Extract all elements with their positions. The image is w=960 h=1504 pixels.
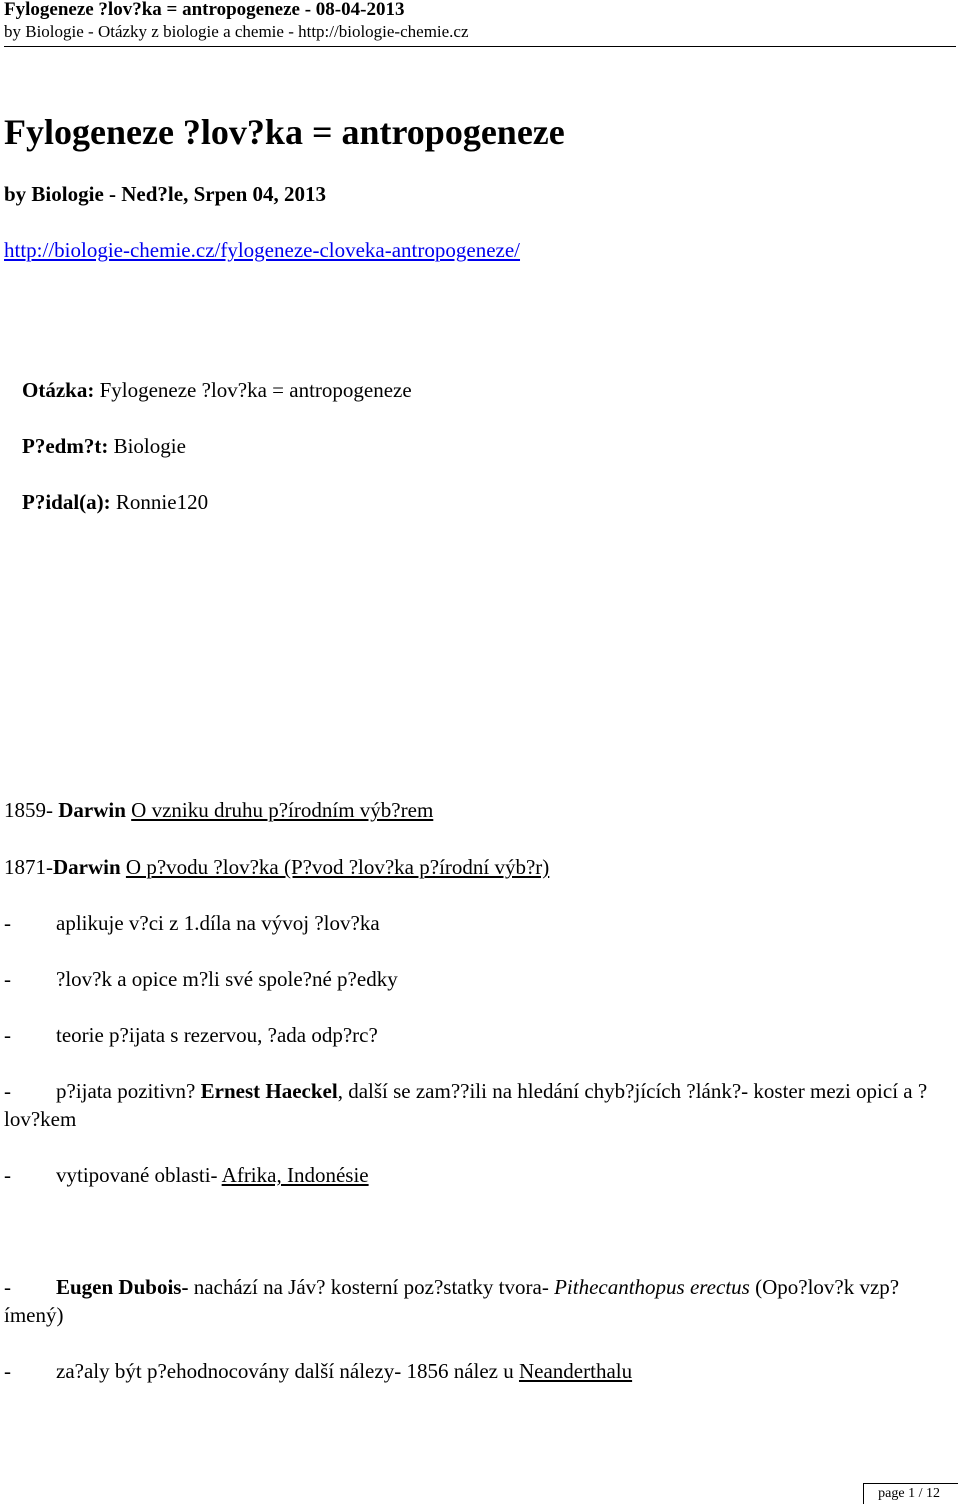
meta-subject <box>22 434 186 459</box>
link-o-vzniku-druhu[interactable]: O vzniku druhu p?írodním výb?rem <box>131 798 434 822</box>
name-haeckel: Ernest Haeckel <box>200 1079 338 1103</box>
list-item-text: nachází na Jáv? kosterní poz?statky tvora- <box>193 1275 549 1299</box>
list-item <box>4 1021 956 1049</box>
meta-subject-value: Biologie <box>113 434 186 458</box>
list-item-text-cont: , další se zam??ili na hledání chyb?jících ?lánk?- koster mezi opicí a ?lov?kem <box>4 1079 928 1131</box>
page-number: page 1 / 12 <box>878 1486 940 1501</box>
meta-author <box>22 490 208 515</box>
list-item <box>4 1077 956 1133</box>
paragraph-1859 <box>4 796 956 824</box>
header-divider <box>4 46 956 47</box>
meta-author-value: Ronnie120 <box>115 490 209 514</box>
year-1871: 1871- <box>4 855 53 879</box>
species-name: Pithecanthopus erectus <box>554 1275 750 1299</box>
list-item <box>4 1357 956 1385</box>
list-dash: - <box>4 1023 11 1047</box>
list-item <box>4 965 956 993</box>
list-dash: - <box>4 1079 11 1103</box>
meta-question-label: Otázka: <box>22 378 95 402</box>
name-darwin-1: Darwin <box>58 798 126 822</box>
meta-question-value: Fylogeneze ?lov?ka = antropogeneze <box>99 378 412 402</box>
list-item-text-cont: (Opo?lov?k vzp?ímený) <box>4 1275 900 1327</box>
list-dash: - <box>4 1163 11 1187</box>
link-o-puvodu-cloveka[interactable]: O p?vodu ?lov?ka (P?vod ?lov?ka p?írodní výb?r) <box>125 855 550 879</box>
name-darwin-2: Darwin <box>53 855 121 879</box>
list-item <box>4 909 956 937</box>
list-item-text: aplikuje v?ci z 1.díla na vývoj ?lov?ka <box>56 911 380 935</box>
meta-question <box>22 378 412 403</box>
list-item <box>4 1161 956 1189</box>
article-byline: by Biologie - Ned?le, Srpen 04, 2013 <box>4 182 327 206</box>
header-title: Fylogeneze ?lov?ka = antropogeneze - 08-04-2013 <box>4 0 405 20</box>
list-item-text: teorie p?ijata s rezervou, ?ada odp?rc? <box>56 1023 378 1047</box>
link-neanderthalu[interactable]: Neanderthalu <box>518 1359 633 1383</box>
list-dash: - <box>4 1275 11 1299</box>
year-1859: 1859- <box>4 798 53 822</box>
list-item-text: ?lov?k a opice m?li své spole?né p?edky <box>56 967 398 991</box>
link-afrika-indonesie[interactable]: Afrika, Indonésie <box>221 1163 369 1187</box>
article-permalink[interactable]: http://biologie-chemie.cz/fylogeneze-cloveka-antropogeneze/ <box>4 238 521 262</box>
list-dash: - <box>4 911 11 935</box>
paragraph-1871 <box>4 853 956 881</box>
list-item-text: vytipované oblasti- <box>56 1163 218 1187</box>
list-item-text: p?ijata pozitivn? <box>56 1079 196 1103</box>
meta-author-label: P?idal(a): <box>22 490 111 514</box>
meta-subject-label: P?edm?t: <box>22 434 109 458</box>
name-dubois: Eugen Dubois- <box>56 1275 189 1299</box>
list-dash: - <box>4 1359 11 1383</box>
document-header <box>4 0 469 43</box>
list-item-text: za?aly být p?ehodnocovány další nálezy- 1856 nález u <box>56 1359 514 1383</box>
header-source: by Biologie - Otázky z biologie a chemie - http://biologie-chemie.cz <box>4 22 469 41</box>
article-title: Fylogeneze ?lov?ka = antropogeneze <box>4 112 565 152</box>
list-item <box>4 1273 956 1329</box>
list-dash: - <box>4 967 11 991</box>
